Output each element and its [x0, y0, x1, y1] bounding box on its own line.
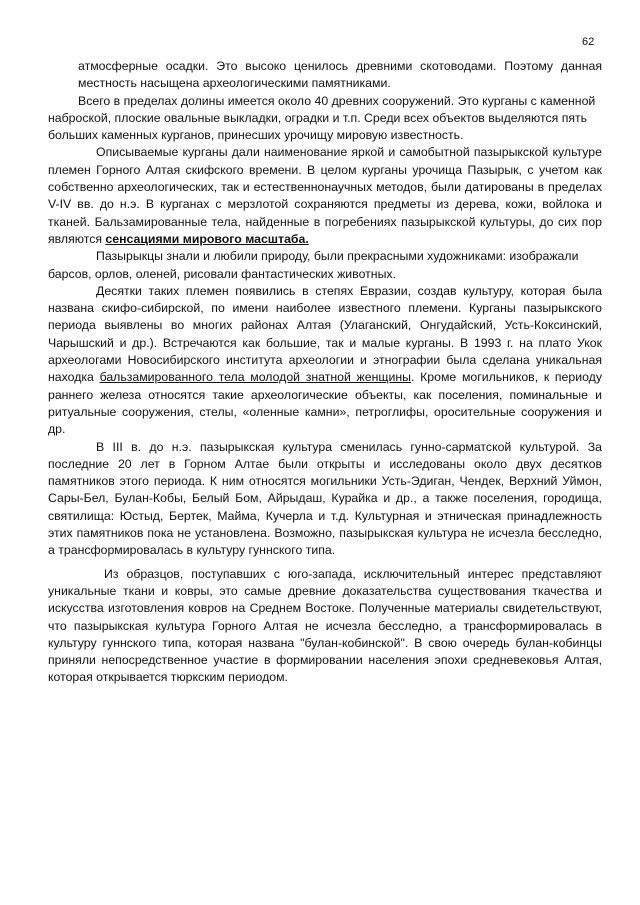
paragraph-2: Всего в пределах долины имеется около 40 древних сооружений. Это курганы с каменной наброской, плоские овальные выкладки, оградки и т.п. Среди всех объектов выделяются пять больших каменных курганов, принесших урочищу мировую известность. — [48, 93, 596, 143]
paragraph-7: Из образцов, поступавших с юго-запада, исключительный интерес представляют уникальные ткани и ковры, это самые древние доказательства существования ткачества и искусства изготовления ковров на Среднем Востоке. Полученные материалы свидетельствуют, что пазырыкская культура Горного Алтая не исчезла бесследно, а трансформировалась в культуру гуннского типа, которая названа "булан-кобинской". В свою очередь булан-кобинцы приняли непосредственное участие в формировании населения эпохи средневековья Алтая, которая открывается тюркским периодом. — [48, 566, 602, 685]
paragraph-5 — [48, 283, 602, 439]
paragraph-6: В III в. до н.э. пазырыкская культура сменилась гунно-сарматской культурой. За последние 20 лет в Горном Алтае были открыты и исследованы около двух десятков памятников этого периода. К ним относятся могильники Усть-Эдиган, Чендек, Верхний Уймон, Сары-Бел, Булан-Кобы, Белый Бом, Айрыдаш, Курайка и др., а также поселения, городища, святилища: Юстыд, Бертек, Майма, Кучерла и т.д. Культурная и этническая принадлежность этих памятников пока не установлена. Возможно, пазырыкская культура не исчезла бесследно, а трансформировалась в культуру гуннского типа. — [48, 439, 602, 558]
page-number: 62 — [582, 36, 595, 48]
paragraph-1: атмосферные осадки. Это высоко ценилось древними скотоводами. Поэтому данная местность насыщена археологическими памятниками. — [78, 59, 602, 91]
paragraph-5-tail: . Кроме могильников, к периоду раннего железа относятся такие археологические объекты, как поселения, поминальные и ритуальные сооружения, стелы, «оленные камни», петроглифы, оросительные сооружения и др. — [48, 370, 602, 437]
paragraph-3-text: Описываемые курганы дали наименование яркой и самобытной пазырыкской культуре племен Горного Алтая скифского времени. В целом курганы урочища Пазырык, с учетом как собственно археологических, так и естественнонаучных методов, были датированы в пределах V-IV вв. до н.э. В курганах с мерзлотой сохраняются предметы из дерева, кожи, войлока и тканей. Бальзамированные тела, найденные в погребениях пазырыкской культуры, до сих пор являются — [48, 145, 602, 246]
paragraph-4: Пазырыкцы знали и любили природу, были прекрасными художниками: изображали барсов, орлов, оленей, рисовали фантастических животных. — [48, 249, 579, 281]
paragraph-5-emphasis: бальзамированного тела молодой знатной женщины — [99, 370, 412, 385]
paragraph-5-text: Десятки таких племен появились в степях Евразии, создав культуру, которая была названа скифо-сибирской, по имени наиболее известного племени. Курганы пазырыкского периода выявлены во многих районах Алтая (Улаганский, Онгудайский, Усть-Коксинский, Чарышский и др.). Встречаются как большие, так и малые курганы. В 1993 г. на плато Укок археологами Новосибирского института археологии и этнографии была сделана уникальная находка — [48, 283, 602, 385]
paragraph-3 — [48, 144, 602, 248]
paragraph-3-emphasis: сенсациями мирового масштаба. — [105, 231, 309, 246]
document-body — [48, 58, 602, 687]
